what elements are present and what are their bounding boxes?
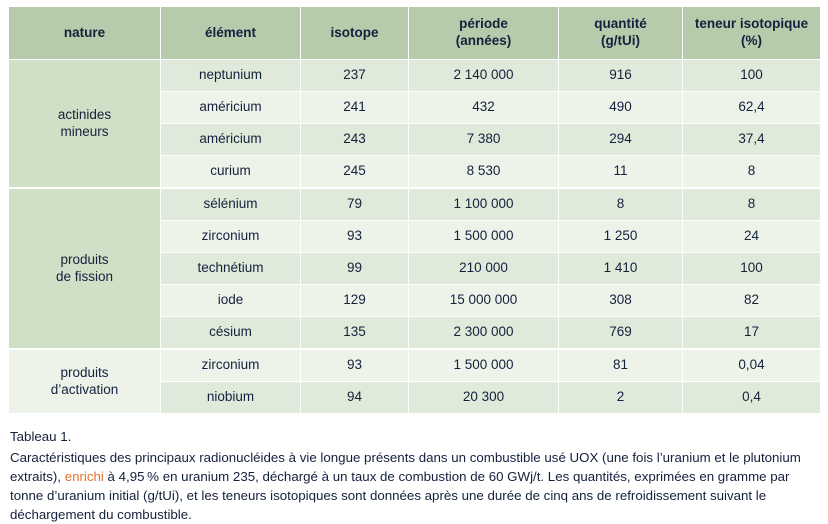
cell-periode: 15 000 000 bbox=[409, 285, 559, 317]
header-line: élément bbox=[204, 24, 257, 40]
column-header-element bbox=[161, 7, 301, 60]
cell-teneur: 37,4 bbox=[683, 124, 821, 156]
cell-periode: 8 530 bbox=[409, 156, 559, 189]
header-line: isotope bbox=[330, 24, 379, 40]
cell-isotope: 93 bbox=[301, 349, 409, 382]
table-figure bbox=[0, 6, 828, 522]
header-line: nature bbox=[63, 24, 106, 40]
cell-element: américium bbox=[161, 92, 301, 124]
header-row bbox=[9, 7, 821, 60]
group-label-line: produits bbox=[60, 364, 109, 380]
caption-text-before: Caractéristiques des principaux radionucléides à vie longue présents dans un combustible usé UOX (une fois l’uranium et le plutonium extraits), bbox=[10, 449, 801, 484]
group-label-line: d’activation bbox=[50, 381, 119, 397]
cell-element: américium bbox=[161, 124, 301, 156]
cell-quantite: 308 bbox=[559, 285, 683, 317]
caption-label: Tableau 1. bbox=[10, 429, 72, 444]
column-header-quantite bbox=[559, 7, 683, 60]
cell-isotope: 241 bbox=[301, 92, 409, 124]
cell-isotope: 243 bbox=[301, 124, 409, 156]
cell-teneur: 100 bbox=[683, 253, 821, 285]
cell-quantite: 294 bbox=[559, 124, 683, 156]
group-label-produits-d-activation bbox=[9, 349, 161, 414]
cell-element: iode bbox=[161, 285, 301, 317]
cell-isotope: 135 bbox=[301, 317, 409, 350]
cell-periode: 1 500 000 bbox=[409, 349, 559, 382]
cell-isotope: 129 bbox=[301, 285, 409, 317]
cell-element: technétium bbox=[161, 253, 301, 285]
cell-periode: 210 000 bbox=[409, 253, 559, 285]
cell-element: zirconium bbox=[161, 349, 301, 382]
header-line: quantité bbox=[594, 16, 647, 32]
table-body bbox=[9, 60, 821, 414]
cell-teneur: 0,4 bbox=[683, 382, 821, 414]
group-label-actinides-mineurs bbox=[9, 60, 161, 189]
caption-text-after: à 4,95 % en uranium 235, déchargé à un taux de combustion de 60 GWj/t. Les quantités, exprimées en gramme par tonne d’uranium initial (g/tUi), et les teneurs isotopiques sont données après une durée de cinq ans de refroidissement suivant le déchargement du combustible. bbox=[10, 468, 790, 522]
header-line-sub: (g/tUi) bbox=[601, 33, 640, 48]
cell-element: zirconium bbox=[161, 221, 301, 253]
cell-quantite: 490 bbox=[559, 92, 683, 124]
cell-teneur: 82 bbox=[683, 285, 821, 317]
group-label-line: produits bbox=[60, 251, 109, 267]
header-line: teneur isotopique bbox=[694, 16, 809, 32]
cell-quantite: 916 bbox=[559, 60, 683, 92]
cell-periode: 2 140 000 bbox=[409, 60, 559, 92]
table-row bbox=[9, 349, 821, 382]
cell-isotope: 245 bbox=[301, 156, 409, 189]
cell-element: niobium bbox=[161, 382, 301, 414]
cell-element: curium bbox=[161, 156, 301, 189]
cell-quantite: 8 bbox=[559, 188, 683, 221]
cell-teneur: 8 bbox=[683, 156, 821, 189]
group-label-line: actinides bbox=[57, 106, 112, 122]
column-header-isotope bbox=[301, 7, 409, 60]
group-label-line: mineurs bbox=[60, 123, 109, 139]
cell-isotope: 237 bbox=[301, 60, 409, 92]
cell-quantite: 769 bbox=[559, 317, 683, 350]
cell-isotope: 99 bbox=[301, 253, 409, 285]
cell-periode: 7 380 bbox=[409, 124, 559, 156]
cell-quantite: 2 bbox=[559, 382, 683, 414]
header-line-sub: (années) bbox=[455, 33, 512, 48]
cell-quantite: 1 410 bbox=[559, 253, 683, 285]
radionuclide-table bbox=[8, 6, 821, 414]
group-label-produits-de-fission bbox=[9, 188, 161, 349]
cell-quantite: 1 250 bbox=[559, 221, 683, 253]
cell-teneur: 24 bbox=[683, 221, 821, 253]
cell-isotope: 79 bbox=[301, 188, 409, 221]
cell-isotope: 94 bbox=[301, 382, 409, 414]
table-head bbox=[9, 7, 821, 60]
column-header-nature bbox=[9, 7, 161, 60]
cell-periode: 20 300 bbox=[409, 382, 559, 414]
cell-quantite: 81 bbox=[559, 349, 683, 382]
group-label-line: de fission bbox=[55, 268, 114, 284]
cell-periode: 2 300 000 bbox=[409, 317, 559, 350]
cell-teneur: 8 bbox=[683, 188, 821, 221]
header-line: période bbox=[459, 16, 508, 32]
cell-teneur: 17 bbox=[683, 317, 821, 350]
caption-highlight-term: enrichi bbox=[64, 468, 104, 484]
cell-periode: 432 bbox=[409, 92, 559, 124]
cell-periode: 1 100 000 bbox=[409, 188, 559, 221]
table-row bbox=[9, 60, 821, 92]
column-header-periode bbox=[409, 7, 559, 60]
header-line-sub: (%) bbox=[741, 33, 762, 48]
column-header-teneur bbox=[683, 7, 821, 60]
table-row bbox=[9, 188, 821, 221]
cell-teneur: 0,04 bbox=[683, 349, 821, 382]
cell-isotope: 93 bbox=[301, 221, 409, 253]
cell-quantite: 11 bbox=[559, 156, 683, 189]
cell-periode: 1 500 000 bbox=[409, 221, 559, 253]
cell-element: césium bbox=[161, 317, 301, 350]
cell-element: sélénium bbox=[161, 188, 301, 221]
cell-teneur: 62,4 bbox=[683, 92, 821, 124]
table-caption bbox=[10, 428, 818, 524]
cell-element: neptunium bbox=[161, 60, 301, 92]
cell-teneur: 100 bbox=[683, 60, 821, 92]
